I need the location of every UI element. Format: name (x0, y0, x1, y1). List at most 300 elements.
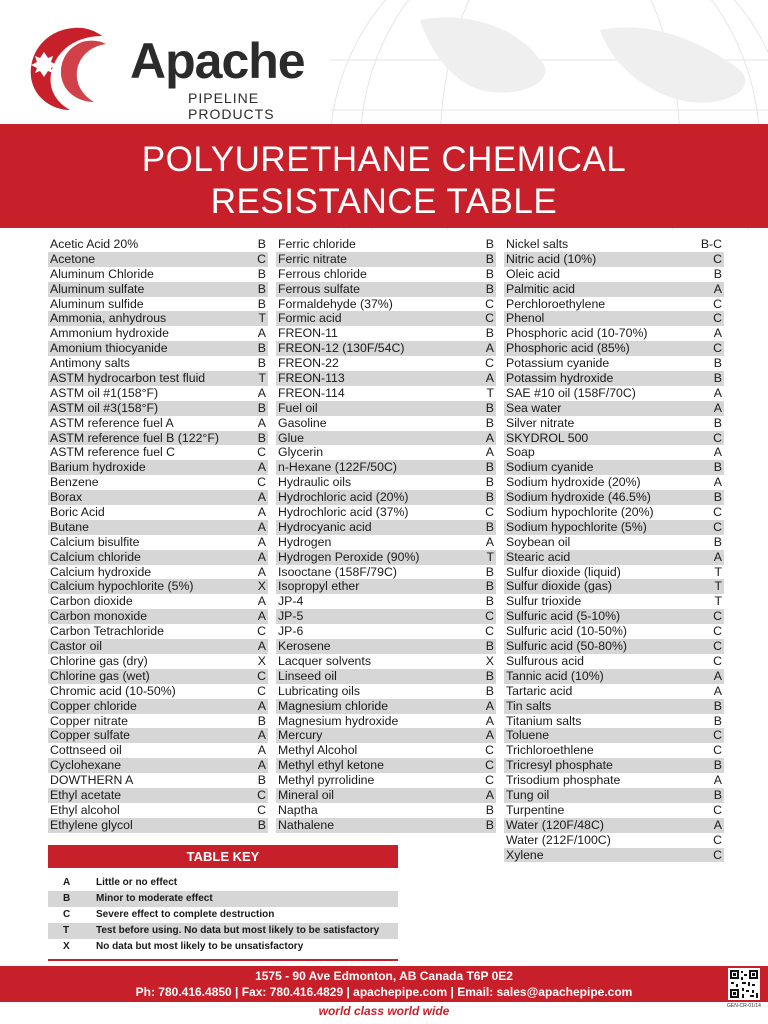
table-row (504, 356, 724, 371)
chemical-name: JP-5 (278, 609, 304, 624)
table-row (48, 401, 268, 416)
resistance-rating: B-C (700, 237, 722, 251)
table-row (276, 252, 496, 267)
chemical-name: DOWTHERN A (50, 773, 134, 788)
chemical-name: Glycerin (278, 445, 324, 460)
chemical-name: Ferrous chloride (278, 266, 367, 281)
table-row (48, 565, 268, 580)
resistance-rating: B (713, 534, 722, 549)
resistance-rating: B (485, 564, 494, 579)
table-row (276, 579, 496, 594)
table-key (48, 845, 398, 961)
table-row (48, 297, 268, 312)
chemical-name: SKYDROL 500 (506, 430, 589, 445)
table-row (48, 445, 268, 460)
resistance-rating: B (713, 266, 722, 281)
table-row (504, 297, 724, 312)
chemical-name: Carbon dioxide (50, 594, 133, 609)
resistance-rating: A (485, 728, 494, 743)
chemical-name: Acetone (50, 251, 96, 266)
chemical-name: Sea water (506, 400, 562, 415)
key-description: Minor to moderate effect (96, 893, 213, 904)
chemical-name: Aluminum sulfate (50, 281, 145, 296)
table-row (48, 758, 268, 773)
chemical-name: Isooctane (158F/79C) (278, 564, 397, 579)
chemical-name: Nickel salts (506, 237, 569, 251)
resistance-rating: A (713, 549, 722, 564)
resistance-rating: B (713, 713, 722, 728)
resistance-rating: A (485, 430, 494, 445)
table-row (276, 371, 496, 386)
resistance-rating: A (485, 371, 494, 386)
resistance-rating: B (257, 281, 266, 296)
chemical-name: ASTM oil #1(158°F) (50, 385, 159, 400)
chemical-name: Titanium salts (506, 713, 582, 728)
chemical-name: Cyclohexane (50, 758, 122, 773)
resistance-rating: C (713, 802, 722, 817)
resistance-rating: B (485, 266, 494, 281)
key-description: Test before using. No data but most likely to be satisfactory (96, 925, 380, 936)
resistance-rating: A (257, 549, 266, 564)
chemical-name: Lacquer solvents (278, 653, 371, 668)
table-row (504, 535, 724, 550)
resistance-rating: C (713, 609, 722, 624)
table-row (48, 267, 268, 282)
chemical-name: Sodium hydroxide (20%) (506, 475, 641, 490)
resistance-rating: B (713, 787, 722, 802)
table-row (276, 728, 496, 743)
chemical-name: Nitric acid (10%) (506, 251, 597, 266)
table-row (276, 267, 496, 282)
resistance-rating: A (257, 505, 266, 520)
resistance-rating: A (713, 683, 722, 698)
table-row (276, 594, 496, 609)
table-row (504, 431, 724, 446)
chemical-name: Hydrochloric acid (37%) (278, 505, 409, 520)
resistance-rating: A (485, 713, 494, 728)
chemical-name: Methyl pyrrolidine (278, 773, 375, 788)
chemical-name: Hydraulic oils (278, 475, 352, 490)
chemical-name: JP-6 (278, 624, 304, 639)
table-row (276, 341, 496, 356)
table-row (504, 445, 724, 460)
chemical-name: Barium hydroxide (50, 460, 146, 475)
table-row (48, 460, 268, 475)
resistance-rating: A (257, 743, 266, 758)
resistance-rating: B (485, 802, 494, 817)
resistance-rating: T (486, 385, 494, 400)
chemical-name: ASTM hydrocarbon test fluid (50, 371, 206, 386)
chemical-name: JP-4 (278, 594, 304, 609)
table-row (48, 371, 268, 386)
chemical-name: Sodium hypochlorite (5%) (506, 519, 647, 534)
resistance-rating: C (713, 832, 722, 847)
table-row (276, 609, 496, 624)
table-row (48, 788, 268, 803)
resistance-rating: X (257, 653, 266, 668)
resistance-rating: C (485, 743, 494, 758)
table-row (276, 639, 496, 654)
table-row (48, 773, 268, 788)
chemical-name: Toluene (506, 728, 550, 743)
table-row (276, 788, 496, 803)
table-row (504, 669, 724, 684)
table-row (48, 818, 268, 833)
chemical-name: Tricresyl phosphate (506, 758, 613, 773)
chemical-name: Sulfur trioxide (506, 594, 582, 609)
table-row (504, 341, 724, 356)
resistance-rating: A (485, 341, 494, 356)
resistance-rating: X (257, 579, 266, 594)
resistance-rating: B (485, 415, 494, 430)
table-row (504, 267, 724, 282)
chemical-name: Hydrogen Peroxide (90%) (278, 549, 420, 564)
resistance-rating: B (257, 400, 266, 415)
chemical-name: Calcium hydroxide (50, 564, 152, 579)
key-row (48, 875, 398, 891)
resistance-rating: B (485, 475, 494, 490)
footer-contact: Ph: 780.416.4850 | Fax: 780.416.4829 | apachepipe.com | Email: sales@apachepipe.com (135, 985, 633, 999)
chemical-name: Calcium chloride (50, 549, 141, 564)
resistance-rating: A (257, 728, 266, 743)
apache-logo (22, 22, 342, 122)
chemical-name: Magnesium hydroxide (278, 713, 399, 728)
resistance-rating: C (713, 847, 722, 862)
table-row (504, 624, 724, 639)
table-row (276, 818, 496, 833)
chemical-name: Soap (506, 445, 535, 460)
chemical-name: ASTM reference fuel C (50, 445, 176, 460)
resistance-rating: A (485, 787, 494, 802)
resistance-rating: B (713, 758, 722, 773)
chemical-name: Methyl ethyl ketone (278, 758, 384, 773)
resistance-rating: B (257, 773, 266, 788)
key-code: X (63, 941, 70, 952)
table-row (48, 386, 268, 401)
resistance-rating: B (485, 460, 494, 475)
resistance-rating: T (714, 564, 722, 579)
key-description: Little or no effect (96, 877, 178, 888)
chemical-name: Palmitic acid (506, 281, 576, 296)
table-row (504, 371, 724, 386)
table-row (504, 416, 724, 431)
resistance-column-2 (276, 237, 496, 833)
table-row (48, 728, 268, 743)
page-title-line1: POLYURETHANE CHEMICAL (141, 140, 627, 179)
resistance-rating: A (713, 475, 722, 490)
page-title-line2: RESISTANCE TABLE (210, 182, 558, 221)
resistance-rating: A (713, 326, 722, 341)
table-row (48, 341, 268, 356)
chemical-name: Ammonium hydroxide (50, 326, 169, 341)
resistance-rating: T (714, 594, 722, 609)
resistance-rating: B (257, 296, 266, 311)
resistance-rating: C (485, 311, 494, 326)
resistance-rating: C (257, 251, 266, 266)
resistance-rating: B (485, 400, 494, 415)
resistance-rating: T (258, 371, 266, 386)
table-row (504, 579, 724, 594)
table-row (504, 684, 724, 699)
chemical-name: Calcium hypochlorite (5%) (50, 579, 194, 594)
table-row (48, 520, 268, 535)
chemical-name: Cottnseed oil (50, 743, 122, 758)
resistance-rating: B (257, 266, 266, 281)
qr-code-icon (728, 968, 760, 1000)
table-row (504, 311, 724, 326)
resistance-rating: B (485, 683, 494, 698)
chemical-name: Ammonia, anhydrous (50, 311, 167, 326)
chemical-name: Carbon Tetrachloride (50, 624, 164, 639)
resistance-rating: A (485, 534, 494, 549)
resistance-rating: A (713, 385, 722, 400)
key-code: C (63, 909, 71, 920)
resistance-rating: C (713, 639, 722, 654)
table-row (276, 445, 496, 460)
chemical-name: Sulfur dioxide (gas) (506, 579, 612, 594)
key-code: T (63, 925, 70, 936)
maple-swoosh-icon (22, 22, 132, 112)
chemical-name: Castor oil (50, 639, 102, 654)
chemical-name: Methyl Alcohol (278, 743, 358, 758)
chemical-name: ASTM reference fuel A (50, 415, 174, 430)
resistance-rating: C (257, 683, 266, 698)
chemical-name: Butane (50, 519, 89, 534)
table-row (504, 237, 724, 252)
table-row (504, 818, 724, 833)
resistance-rating: B (257, 356, 266, 371)
chemical-name: FREON-113 (278, 371, 345, 386)
chemical-name: Copper nitrate (50, 713, 128, 728)
chemical-name: Ethylene glycol (50, 817, 133, 832)
chemical-name: Turpentine (506, 802, 565, 817)
table-row (48, 609, 268, 624)
chemical-name: Isopropyl ether (278, 579, 360, 594)
table-row (276, 535, 496, 550)
chemical-name: Stearic acid (506, 549, 571, 564)
chemical-name: n-Hexane (122F/50C) (278, 460, 397, 475)
resistance-rating: C (713, 624, 722, 639)
chemical-name: Potassim hydroxide (506, 371, 614, 386)
resistance-rating: C (485, 505, 494, 520)
resistance-rating: A (257, 415, 266, 430)
chemical-name: Trisodium phosphate (506, 773, 621, 788)
resistance-rating: B (485, 668, 494, 683)
resistance-rating: B (485, 639, 494, 654)
table-row (504, 252, 724, 267)
chemical-name: FREON-22 (278, 356, 339, 371)
chemical-name: Aluminum sulfide (50, 296, 144, 311)
table-row (504, 639, 724, 654)
table-row (276, 714, 496, 729)
resistance-rating: A (257, 490, 266, 505)
resistance-rating: C (713, 430, 722, 445)
resistance-rating: B (485, 237, 494, 251)
table-row (276, 311, 496, 326)
resistance-rating: A (257, 594, 266, 609)
resistance-rating: A (257, 385, 266, 400)
chemical-name: Phenol (506, 311, 545, 326)
chemical-name: Tartaric acid (506, 683, 573, 698)
chemical-name: Phosphoric acid (10-70%) (506, 326, 648, 341)
resistance-rating: B (257, 237, 266, 251)
table-row (504, 520, 724, 535)
resistance-rating: A (485, 698, 494, 713)
title-banner (0, 124, 768, 228)
table-key-divider (48, 959, 398, 961)
table-row (276, 237, 496, 252)
resistance-rating: B (257, 341, 266, 356)
document-code: GEN-CR-01/14 (727, 1003, 761, 1009)
table-key-title: TABLE KEY (48, 845, 398, 868)
table-row (48, 326, 268, 341)
resistance-rating: A (713, 281, 722, 296)
resistance-rating: B (485, 490, 494, 505)
chemical-name: Sodium cyanide (506, 460, 594, 475)
table-row (276, 460, 496, 475)
resistance-rating: B (713, 415, 722, 430)
table-row (276, 282, 496, 297)
table-row (276, 624, 496, 639)
chemical-name: Naptha (278, 802, 318, 817)
chemical-name: Sulfur dioxide (liquid) (506, 564, 621, 579)
chemical-name: Sodium hydroxide (46.5%) (506, 490, 651, 505)
resistance-rating: T (486, 549, 494, 564)
footer-tagline: world class world wide (318, 1004, 450, 1018)
resistance-rating: A (713, 400, 722, 415)
table-row (276, 431, 496, 446)
table-row (48, 282, 268, 297)
footer-bar (0, 966, 768, 1002)
chemical-name: Magnesium chloride (278, 698, 389, 713)
table-row (48, 550, 268, 565)
table-row (48, 490, 268, 505)
chemical-name: Sulfuric acid (50-80%) (506, 639, 627, 654)
resistance-rating: C (257, 445, 266, 460)
chemical-name: Perchloroethylene (506, 296, 606, 311)
chemical-name: FREON-114 (278, 385, 345, 400)
resistance-rating: C (713, 743, 722, 758)
table-row (504, 282, 724, 297)
resistance-rating: C (485, 758, 494, 773)
chemical-name: Ethyl acetate (50, 787, 122, 802)
chemical-name: Borax (50, 490, 83, 505)
table-row (48, 624, 268, 639)
chemical-name: Sulfuric acid (10-50%) (506, 624, 627, 639)
chemical-name: Hydrogen (278, 534, 332, 549)
chemical-name: Antimony salts (50, 356, 130, 371)
table-row (504, 848, 724, 863)
resistance-rating: X (485, 653, 494, 668)
table-row (48, 579, 268, 594)
table-row (276, 326, 496, 341)
resistance-rating: A (257, 460, 266, 475)
chemical-name: Glue (278, 430, 304, 445)
table-row (504, 505, 724, 520)
table-row (504, 773, 724, 788)
table-row (504, 728, 724, 743)
resistance-rating: B (713, 356, 722, 371)
chemical-name: Sodium hypochlorite (20%) (506, 505, 654, 520)
footer-address: 1575 - 90 Ave Edmonton, AB Canada T6P 0E2 (255, 969, 513, 983)
table-row (48, 743, 268, 758)
table-row (504, 654, 724, 669)
table-row (48, 416, 268, 431)
key-code: A (63, 877, 71, 888)
table-row (504, 401, 724, 416)
chemical-name: Kerosene (278, 639, 331, 654)
chemical-name: Mercury (278, 728, 323, 743)
resistance-rating: B (485, 519, 494, 534)
resistance-rating: B (713, 698, 722, 713)
chemical-name: Trichloroethlene (506, 743, 594, 758)
chemical-name: SAE #10 oil (158F/70C) (506, 385, 636, 400)
table-row (48, 311, 268, 326)
chemical-name: Copper sulfate (50, 728, 130, 743)
resistance-rating: C (485, 296, 494, 311)
key-row (48, 907, 398, 923)
table-row (48, 699, 268, 714)
table-row (276, 490, 496, 505)
resistance-rating: A (257, 639, 266, 654)
chemical-name: Oleic acid (506, 266, 560, 281)
resistance-rating: B (485, 579, 494, 594)
chemical-name: Nathalene (278, 817, 335, 832)
chemical-name: Tannic acid (10%) (506, 668, 604, 683)
resistance-rating: B (485, 326, 494, 341)
resistance-rating: A (257, 609, 266, 624)
table-row (276, 550, 496, 565)
chemical-name: ASTM oil #3(158°F) (50, 400, 159, 415)
resistance-rating: A (713, 668, 722, 683)
chemical-name: Formaldehyde (37%) (278, 296, 393, 311)
resistance-rating: A (713, 817, 722, 832)
chemical-name: Lubricating oils (278, 683, 361, 698)
resistance-rating: B (713, 460, 722, 475)
resistance-rating: B (257, 713, 266, 728)
table-row (48, 535, 268, 550)
table-row (276, 669, 496, 684)
resistance-rating: A (257, 326, 266, 341)
chemical-name: Ethyl alcohol (50, 802, 120, 817)
table-row (504, 475, 724, 490)
resistance-rating: T (714, 579, 722, 594)
resistance-rating: B (485, 817, 494, 832)
resistance-rating: A (713, 773, 722, 788)
chemical-name: Linseed oil (278, 668, 337, 683)
table-row (504, 460, 724, 475)
chemical-name: Sulfurous acid (506, 653, 584, 668)
resistance-rating: A (257, 564, 266, 579)
resistance-rating: C (485, 356, 494, 371)
key-description: No data but most likely to be unsatisfactory (96, 941, 304, 952)
table-row (504, 699, 724, 714)
table-row (504, 609, 724, 624)
chemical-name: Gasoline (278, 415, 327, 430)
resistance-rating: C (713, 728, 722, 743)
resistance-rating: A (257, 519, 266, 534)
resistance-rating: C (713, 653, 722, 668)
resistance-rating: C (713, 519, 722, 534)
table-row (504, 565, 724, 580)
table-row (48, 684, 268, 699)
resistance-rating: C (713, 251, 722, 266)
chemical-name: Copper chloride (50, 698, 137, 713)
chemical-name: Amonium thiocyanide (50, 341, 168, 356)
key-code: B (63, 893, 71, 904)
resistance-rating: B (485, 251, 494, 266)
table-row (48, 431, 268, 446)
